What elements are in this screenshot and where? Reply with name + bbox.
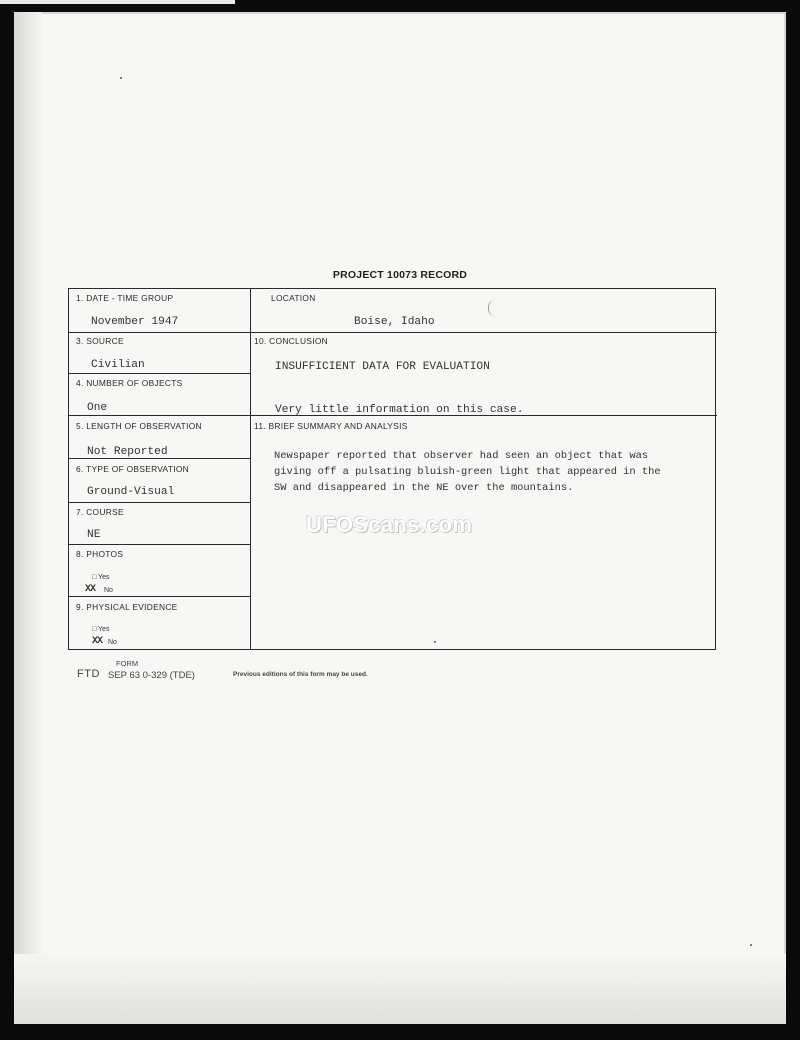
photos-no-mark: XX <box>85 584 96 595</box>
speck <box>750 944 752 946</box>
footer-ftd: FTD <box>77 668 100 680</box>
type-of-observation-label: 6. TYPE OF OBSERVATION <box>76 464 190 474</box>
footer-form-code: SEP 63 0-329 (TDE) <box>108 670 195 681</box>
conclusion-value: INSUFFICIENT DATA FOR EVALUATION <box>275 361 490 373</box>
location-label: LOCATION <box>271 293 316 303</box>
row-divider <box>69 458 250 459</box>
number-of-objects-label: 4. NUMBER OF OBJECTS <box>76 378 183 388</box>
speck <box>120 77 122 79</box>
paper-bottom-shade <box>14 954 786 1024</box>
date-time-group-value: November 1947 <box>91 316 179 328</box>
photos-yes-label: Yes <box>98 574 110 581</box>
type-of-observation-value: Ground-Visual <box>87 486 175 498</box>
scan-top-strip <box>0 0 235 4</box>
row-divider <box>69 332 250 333</box>
brief-summary-label: 11. BRIEF SUMMARY AND ANALYSIS <box>254 421 408 431</box>
location-value: Boise, Idaho <box>354 316 435 328</box>
brief-summary-text <box>274 448 719 496</box>
course-value: NE <box>87 529 101 541</box>
source-label: 3. SOURCE <box>76 336 124 346</box>
footer-note: Previous editions of this form may be used. <box>233 671 368 678</box>
physical-evidence-no-label: No <box>108 639 117 646</box>
conclusion-label: 10. CONCLUSION <box>254 336 329 346</box>
physical-evidence-yes-label: Yes <box>98 626 110 633</box>
physical-evidence-no-mark: XX <box>92 636 103 647</box>
stray-mark <box>488 300 495 316</box>
watermark: UFOScans.com <box>306 512 473 537</box>
source-value: Civilian <box>91 359 145 371</box>
summary-line: giving off a pulsating bluish-green light that appeared in the <box>274 466 661 478</box>
physical-evidence-yes-checkbox: □ Yes <box>92 626 110 633</box>
footer-form-word: FORM <box>116 659 139 668</box>
physical-evidence-label: 9. PHYSICAL EVIDENCE <box>76 602 178 612</box>
photos-yes-checkbox: □ Yes <box>92 574 110 581</box>
length-of-observation-value: Not Reported <box>87 446 168 458</box>
summary-line: SW and disappeared in the NE over the mountains. <box>274 482 574 494</box>
paper-edge-shade <box>14 12 42 1024</box>
row-divider <box>69 596 250 597</box>
summary-line: Newspaper reported that observer had seen an object that was <box>274 450 649 462</box>
number-of-objects-value: One <box>87 402 108 414</box>
course-label: 7. COURSE <box>76 507 124 517</box>
length-of-observation-label: 5. LENGTH OF OBSERVATION <box>76 421 202 431</box>
form-title: PROJECT 10073 RECORD <box>332 269 468 281</box>
column-divider <box>250 289 251 649</box>
row-divider <box>69 373 250 374</box>
row-divider <box>69 502 250 503</box>
photos-no-label: No <box>104 587 113 594</box>
row-divider <box>69 544 250 545</box>
photos-label: 8. PHOTOS <box>76 549 124 559</box>
date-time-group-label: 1. DATE - TIME GROUP <box>76 293 174 303</box>
row-divider <box>250 332 717 333</box>
conclusion-note: Very little information on this case. <box>275 404 524 416</box>
